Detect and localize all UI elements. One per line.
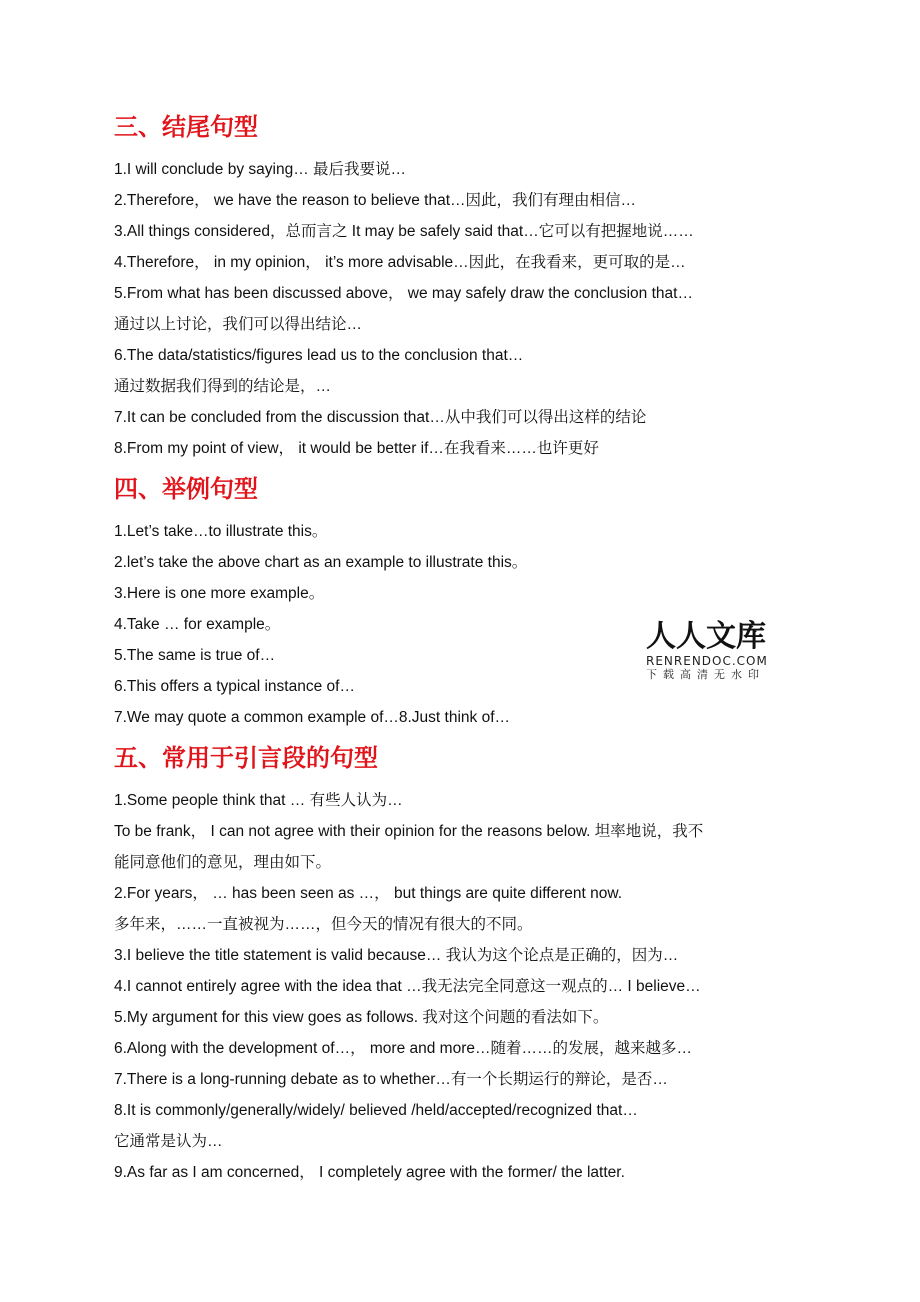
text-line: 1.Let’s take…to illustrate this。: [114, 523, 328, 540]
text-line: 2.let’s take the above chart as an example to illustrate this。: [114, 554, 528, 571]
text-line: 3.Here is one more example。: [114, 585, 325, 602]
text-line: 4.I cannot entirely agree with the idea that …我无法完全同意这一观点的… I believe…: [114, 978, 701, 995]
text-line: 5.From what has been discussed above， we may safely draw the conclusion that…: [114, 285, 693, 302]
section-heading: 三、结尾句型: [114, 113, 258, 141]
section-heading: 四、举例句型: [114, 475, 258, 503]
text-line: 4.Take … for example。: [114, 616, 281, 633]
text-line: 通过以上讨论，我们可以得出结论…: [114, 316, 363, 333]
text-line: 5.My argument for this view goes as follows. 我对这个问题的看法如下。: [114, 1009, 609, 1026]
text-line: 多年来，……一直被视为……，但今天的情况有很大的不同。: [114, 916, 533, 933]
text-line: 8.It is commonly/generally/widely/ believed /held/accepted/recognized that…: [114, 1102, 638, 1119]
text-line: 能同意他们的意见，理由如下。: [114, 854, 332, 871]
watermark-title: 人人文库: [646, 619, 766, 654]
renrendoc-watermark-logo: [646, 620, 776, 682]
text-line: 2.For years， … has been seen as …， but things are quite different now.: [114, 885, 623, 902]
text-line: 1.Some people think that … 有些人认为…: [114, 792, 403, 809]
text-line: 6.Along with the development of…， more and more…随着……的发展，越来越多…: [114, 1040, 692, 1057]
text-line: 7.It can be concluded from the discussion that…从中我们可以得出这样的结论: [114, 409, 647, 426]
watermark-domain: RENRENDOC.COM: [646, 654, 768, 668]
text-line: 3.I believe the title statement is valid because… 我认为这个论点是正确的，因为…: [114, 947, 679, 964]
text-line: 4.Therefore， in my opinion， it’s more advisable…因此，在我看来，更可取的是…: [114, 254, 686, 271]
text-line: 2.Therefore， we have the reason to believe that…因此，我们有理由相信…: [114, 192, 637, 209]
section-conclusion-patterns: [114, 112, 814, 464]
text-line: 5.The same is true of…: [114, 647, 276, 664]
text-line: 7.We may quote a common example of…8.Just think of…: [114, 709, 511, 726]
section-heading: 五、常用于引言段的句型: [114, 744, 378, 772]
text-line: 1.I will conclude by saying… 最后我要说…: [114, 161, 407, 178]
section-introduction-patterns: [114, 743, 814, 1188]
text-line: 它通常是认为…: [114, 1133, 223, 1150]
text-line: 9.As far as I am concerned， I completely agree with the former/ the latter.: [114, 1164, 625, 1181]
text-line: 3.All things considered，总而言之 It may be safely said that…它可以有把握地说……: [114, 223, 694, 240]
watermark-subtitle: 下载高清无水印: [646, 668, 765, 681]
text-line: 8.From my point of view， it would be better if…在我看来……也许更好: [114, 440, 599, 457]
text-line: 通过数据我们得到的结论是，…: [114, 378, 332, 395]
text-line: 6.The data/statistics/figures lead us to the conclusion that…: [114, 347, 524, 364]
section-example-patterns: [114, 474, 814, 733]
text-line: 7.There is a long-running debate as to whether…有一个长期运行的辩论，是否…: [114, 1071, 668, 1088]
text-line: 6.This offers a typical instance of…: [114, 678, 355, 695]
text-line: To be frank， I can not agree with their opinion for the reasons below. 坦率地说，我不: [114, 823, 704, 840]
